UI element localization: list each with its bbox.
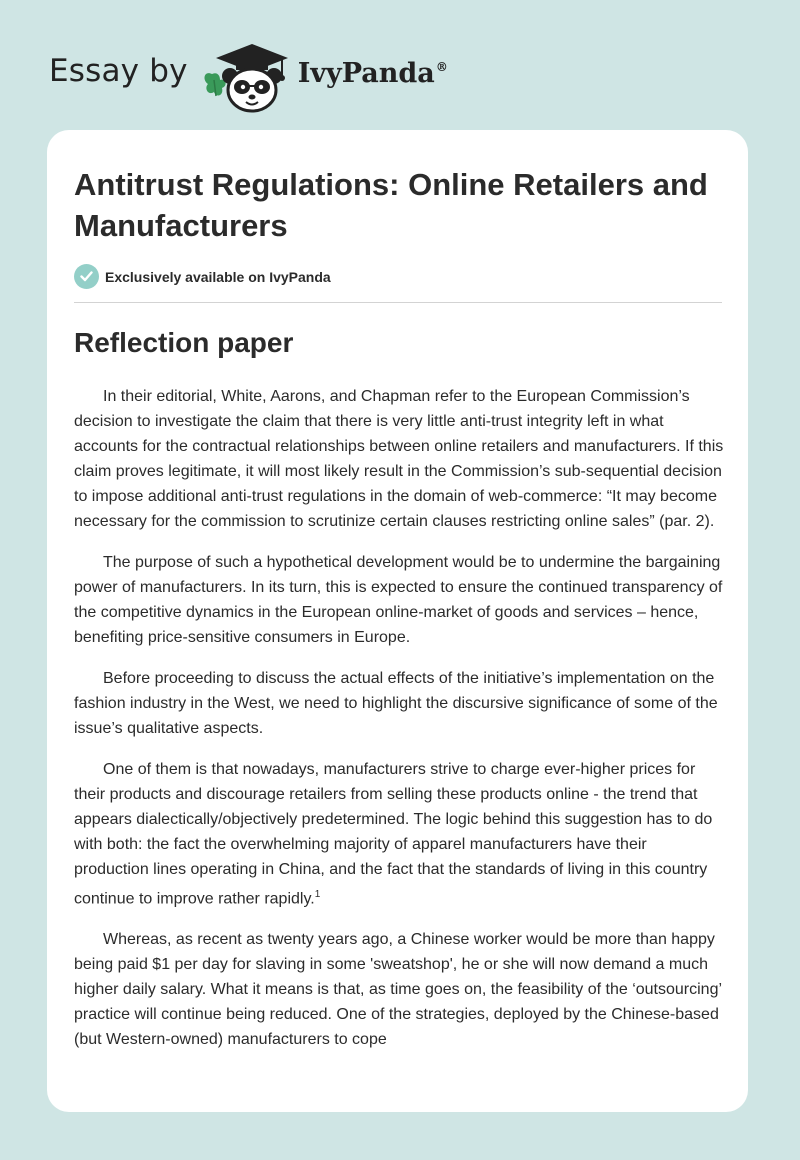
panda-graduate-icon[interactable] — [202, 34, 294, 114]
footnote-marker[interactable]: 1 — [314, 889, 321, 900]
article-card — [47, 130, 748, 1112]
article-title: Antitrust Regulations: Online Retailers and Manufacturers — [74, 167, 708, 243]
brand-name[interactable]: IvyPanda® — [297, 57, 448, 89]
site-header — [49, 34, 448, 114]
title-divider — [74, 302, 722, 303]
brand-prefix: Essay by — [49, 53, 188, 89]
paragraph: The purpose of such a hypothetical development would be to undermine the bargaining power of manufacturers. In its turn, this is expected to ensure the continued transparency of the competitive dynamics in the European online-market of goods and services – hence, benefiting price-sensitive consumers in Europe. — [74, 554, 723, 646]
registered-mark: ® — [435, 59, 448, 74]
section-heading: Reflection paper — [74, 327, 294, 358]
paragraph: In their editorial, White, Aarons, and Chapman refer to the European Commission’s decision to investigate the claim that there is very little anti-trust integrity left in what accounts for the contractual relationships between online retailers and manufacturers. If this claim proves legitimate, it will most likely result in the Commission’s sub-sequential decision to impose additional anti-trust regulations in the domain of web-commerce: “It may become necessary for the commission to scrutinize certain clauses restricting online sales” (par. 2). — [74, 388, 724, 530]
exclusive-badge-label: Exclusively available on IvyPanda — [105, 268, 331, 285]
article-body — [74, 384, 724, 1068]
paragraph: Whereas, as recent as twenty years ago, a Chinese worker would be more than happy being paid $1 per day for slaving in some 'sweatshop', he or she will now demand a much higher daily salary. What it means is that, as time goes on, the feasibility of the ‘outsourcing’ practice will continue being reduced. One of the strategies, deployed by the Chinese-based (but Western-owned) manufacturers to cope — [74, 931, 722, 1049]
checkmark-icon — [74, 264, 99, 289]
paragraph: Before proceeding to discuss the actual effects of the initiative’s implementation on the fashion industry in the West, we need to highlight the discursive significance of some of the issue’s qualitative aspects. — [74, 670, 718, 737]
paragraph: One of them is that nowadays, manufacturers strive to charge ever-higher prices for their products and discourage retailers from selling these products online - the trend that appears dialectically/objectively predetermined. The logic behind this suggestion has to do with both: the fact the overwhelming majority of apparel manufacturers have their production lines operating in China, and the fact that the standards of living in this country continue to improve rather rapidly.$^1$ — [74, 761, 713, 908]
exclusive-badge — [74, 264, 331, 289]
